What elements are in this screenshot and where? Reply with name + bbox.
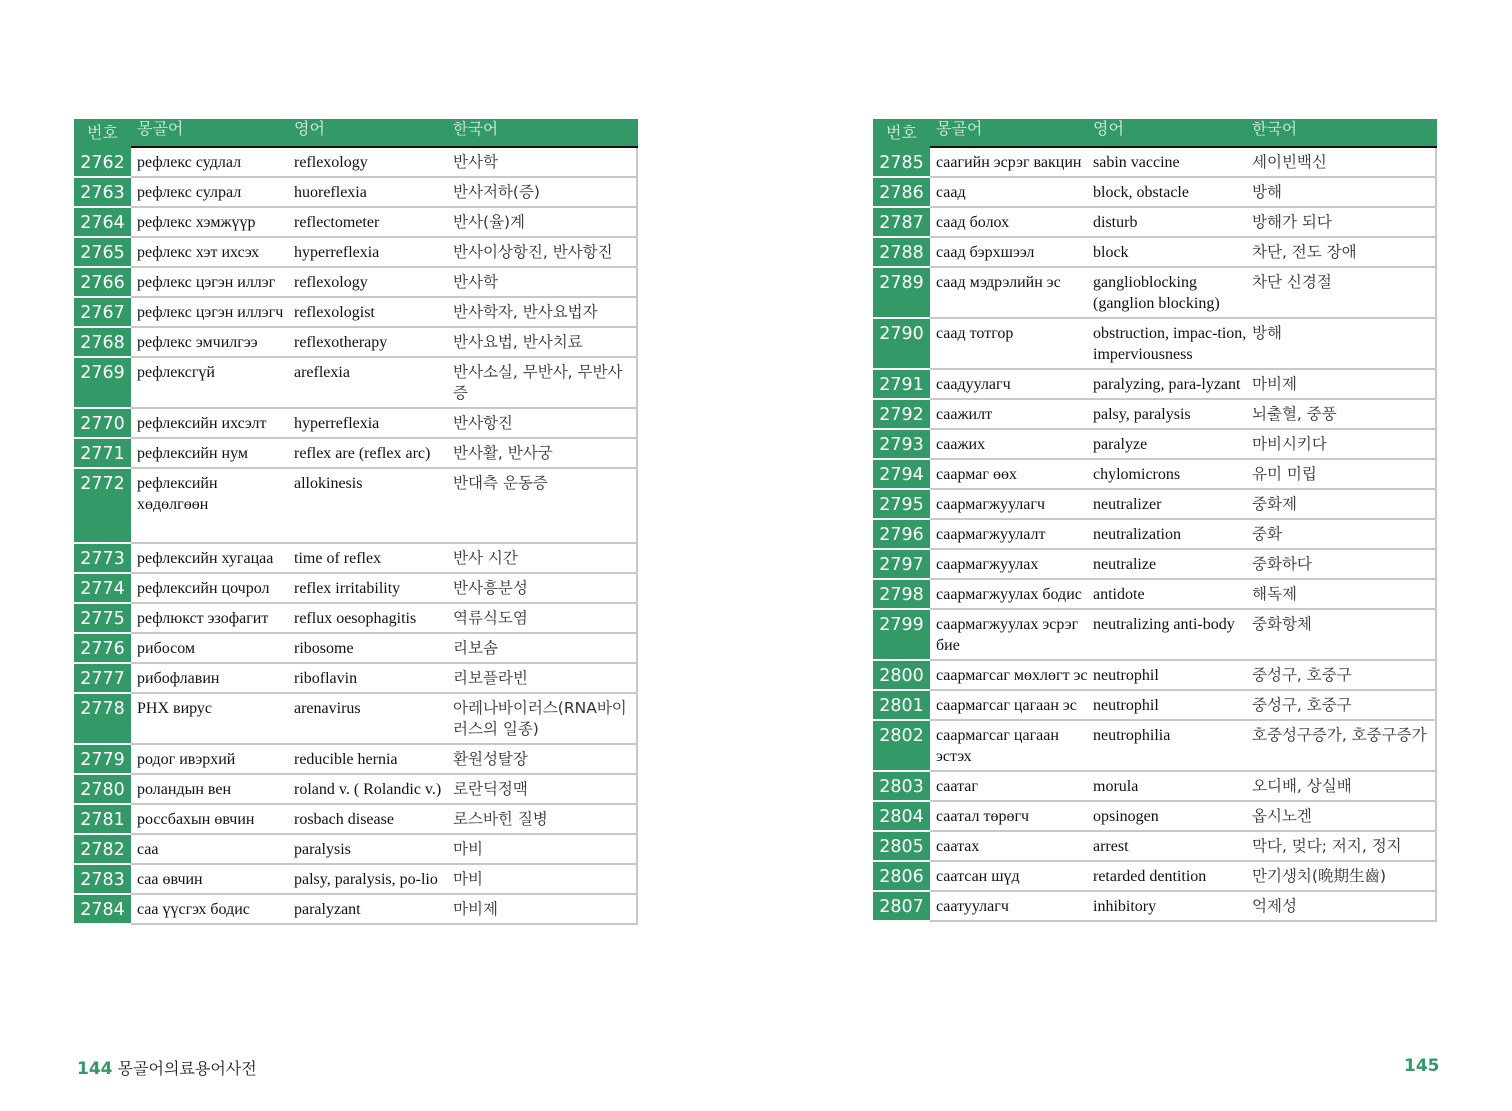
korean-term: 옵시노겐: [1252, 807, 1312, 825]
entry-number: 2767: [74, 298, 131, 328]
english-term: hyperreflexia: [294, 244, 380, 261]
entry-number: 2789: [873, 268, 930, 319]
footer-left: [77, 1056, 257, 1079]
table-row: [873, 580, 1437, 610]
header-english: 영어: [294, 121, 325, 138]
header-english: 영어: [1093, 121, 1124, 138]
mongolian-term: РНХ вирус: [137, 700, 213, 717]
entry-number: 2774: [74, 574, 131, 604]
english-term: paralyzant: [294, 901, 361, 918]
korean-term: 방해가 되다: [1252, 213, 1332, 231]
korean-term: 중성구, 호중구: [1252, 666, 1352, 684]
mongolian-term: саатаг: [936, 778, 978, 795]
table-row: [74, 664, 638, 694]
english-term: neutralize: [1093, 556, 1157, 573]
table-header: [873, 119, 1437, 148]
table-row: [873, 268, 1437, 319]
mongolian-term: саад бэрхшээл: [936, 244, 1035, 261]
mongolian-term: саармагжуулах эсрэг бие: [936, 616, 1079, 654]
entry-number: 2796: [873, 520, 930, 550]
korean-term: 중화: [1252, 525, 1282, 543]
entry-number: 2805: [873, 832, 930, 862]
english-term: inhibitory: [1093, 898, 1157, 915]
english-term: hyperreflexia: [294, 415, 380, 432]
english-term: reflex are (reflex arc): [294, 445, 431, 462]
english-term: reflexotherapy: [294, 334, 388, 351]
korean-term: 막다, 멎다; 저지, 정지: [1252, 837, 1402, 855]
english-term: disturb: [1093, 214, 1138, 231]
entry-number: 2781: [74, 805, 131, 835]
table-row: [74, 895, 638, 925]
english-term: palsy, paralysis, po-lio: [294, 871, 438, 888]
entry-number: 2804: [873, 802, 930, 832]
table-row: [873, 178, 1437, 208]
entry-number: 2788: [873, 238, 930, 268]
mongolian-term: родог ивэрхий: [137, 751, 236, 768]
entry-number: 2783: [74, 865, 131, 895]
entry-number: 2803: [873, 772, 930, 802]
english-term: roland v. ( Rolandic v.): [294, 781, 442, 798]
korean-term: 반사학자, 반사요법자: [453, 303, 598, 321]
korean-term: 중화항체: [1252, 615, 1312, 633]
header-korean: 한국어: [1252, 120, 1297, 138]
mongolian-term: роландын вен: [137, 781, 232, 798]
english-term: arenavirus: [294, 700, 361, 717]
table-row: [873, 691, 1437, 721]
table-row: [873, 370, 1437, 400]
mongolian-term: саад болох: [936, 214, 1010, 231]
korean-term: 반사요법, 반사치료: [453, 333, 583, 351]
entry-number: 2782: [74, 835, 131, 865]
table-row: [873, 802, 1437, 832]
entry-number: 2787: [873, 208, 930, 238]
mongolian-term: саармагжуулах бодис: [936, 586, 1082, 603]
korean-term: 반대측 운동증: [453, 474, 548, 492]
mongolian-term: саажилт: [936, 406, 993, 423]
mongolian-term: саа үүсгэх бодис: [137, 901, 250, 918]
table-row: [74, 439, 638, 469]
entry-number: 2766: [74, 268, 131, 298]
english-term: ribosome: [294, 640, 354, 657]
table-body: [873, 148, 1437, 922]
table-row: [873, 862, 1437, 892]
english-term: areflexia: [294, 364, 350, 381]
english-term: neutrophil: [1093, 697, 1159, 714]
entry-number: 2797: [873, 550, 930, 580]
table-row: [74, 865, 638, 895]
mongolian-term: саармагжуулагч: [936, 496, 1045, 513]
table-row: [74, 544, 638, 574]
english-term: neutrophilia: [1093, 727, 1171, 744]
mongolian-term: саармагсаг мөхлөгт эс: [936, 667, 1088, 684]
table-row: [74, 694, 638, 745]
mongolian-term: рефлекс цэгэн иллэг: [137, 274, 276, 291]
korean-term: 반사소실, 무반사, 무반사증: [453, 363, 623, 402]
header-korean: 한국어: [453, 120, 498, 138]
table-row: [873, 832, 1437, 862]
entry-number: 2765: [74, 238, 131, 268]
english-term: morula: [1093, 778, 1139, 795]
english-term: reflux oesophagitis: [294, 610, 417, 627]
entry-number: 2790: [873, 319, 930, 370]
english-term: neutralization: [1093, 526, 1181, 543]
korean-term: 해독제: [1252, 585, 1297, 603]
mongolian-term: саадуулагч: [936, 376, 1011, 393]
table-row: [873, 400, 1437, 430]
korean-term: 역류식도염: [453, 609, 528, 627]
english-term: paralysis: [294, 841, 351, 858]
korean-term: 마비제: [453, 900, 498, 918]
korean-term: 세이빈백신: [1252, 153, 1327, 171]
korean-term: 리보솜: [453, 639, 498, 657]
korean-term: 오디배, 상실배: [1252, 777, 1352, 795]
mongolian-term: россбахын өвчин: [137, 811, 255, 828]
table-row: [74, 148, 638, 178]
english-term: allokinesis: [294, 475, 363, 492]
entry-number: 2772: [74, 469, 131, 544]
table-header: [74, 119, 638, 148]
mongolian-term: саатал төрөгч: [936, 808, 1030, 825]
table-row: [74, 775, 638, 805]
mongolian-term: саармагсаг цагаан эстэх: [936, 727, 1059, 765]
entry-number: 2802: [873, 721, 930, 772]
korean-term: 리보플라빈: [453, 669, 528, 687]
mongolian-term: саад: [936, 184, 966, 201]
korean-term: 마비시키다: [1252, 435, 1327, 453]
entry-number: 2791: [873, 370, 930, 400]
mongolian-term: рефлексийн ихсэлт: [137, 415, 267, 432]
entry-number: 2778: [74, 694, 131, 745]
mongolian-term: саагийн эсрэг вакцин: [936, 154, 1082, 171]
mongolian-term: рефлексгүй: [137, 364, 215, 381]
english-term: palsy, paralysis: [1093, 406, 1191, 423]
entry-number: 2773: [74, 544, 131, 574]
english-term: neutrophil: [1093, 667, 1159, 684]
mongolian-term: рефлексийн хөдөлгөөн: [137, 475, 218, 513]
entry-number: 2798: [873, 580, 930, 610]
mongolian-term: саад тотгор: [936, 325, 1014, 342]
korean-term: 반사활, 반사궁: [453, 444, 553, 462]
entry-number: 2785: [873, 148, 930, 178]
entry-number: 2794: [873, 460, 930, 490]
entry-number: 2771: [74, 439, 131, 469]
entry-number: 2763: [74, 178, 131, 208]
mongolian-term: саармаг өөх: [936, 466, 1017, 483]
english-term: arrest: [1093, 838, 1129, 855]
entry-number: 2800: [873, 661, 930, 691]
entry-number: 2784: [74, 895, 131, 925]
korean-term: 반사항진: [453, 414, 513, 432]
korean-term: 아레나바이러스(RNA바이러스의 일종): [453, 699, 627, 738]
header-number: 번호: [886, 123, 917, 142]
table-row: [873, 721, 1437, 772]
table-row: [873, 610, 1437, 661]
english-term: opsinogen: [1093, 808, 1159, 825]
english-term: ganglioblocking (ganglion blocking): [1093, 274, 1220, 312]
header-mongolian: 몽골어: [936, 121, 983, 138]
entry-number: 2770: [74, 409, 131, 439]
english-term: reflectometer: [294, 214, 380, 231]
korean-term: 마비: [453, 870, 483, 888]
korean-term: 반사(율)계: [453, 213, 525, 231]
english-term: obstruction, impac-tion, imperviousness: [1093, 325, 1247, 363]
mongolian-term: рефлекс цэгэн иллэгч: [137, 304, 284, 321]
table-row: [873, 661, 1437, 691]
table-row: [74, 835, 638, 865]
mongolian-term: рефлексийн хугацаа: [137, 550, 274, 567]
table-row: [873, 319, 1437, 370]
entry-number: 2776: [74, 634, 131, 664]
entry-number: 2764: [74, 208, 131, 238]
table-row: [74, 208, 638, 238]
english-term: paralyzing, para-lyzant: [1093, 376, 1241, 393]
english-term: rosbach disease: [294, 811, 394, 828]
english-term: time of reflex: [294, 550, 382, 567]
entry-number: 2795: [873, 490, 930, 520]
entry-number: 2780: [74, 775, 131, 805]
table-row: [74, 238, 638, 268]
mongolian-term: саатсан шүд: [936, 868, 1020, 885]
korean-term: 중화제: [1252, 495, 1297, 513]
table-row: [74, 358, 638, 409]
table-row: [74, 178, 638, 208]
table-row: [74, 604, 638, 634]
entry-number: 2806: [873, 862, 930, 892]
mongolian-term: саармагсаг цагаан эс: [936, 697, 1077, 714]
entry-number: 2807: [873, 892, 930, 922]
table-row: [74, 634, 638, 664]
english-term: riboflavin: [294, 670, 358, 687]
korean-term: 뇌출혈, 중풍: [1252, 405, 1337, 423]
page-number-left: 144: [77, 1059, 113, 1079]
dictionary-table-right: [873, 119, 1437, 922]
korean-term: 중성구, 호중구: [1252, 696, 1352, 714]
korean-term: 억제성: [1252, 897, 1297, 915]
english-term: reflexology: [294, 274, 368, 291]
english-term: neutralizing anti-body: [1093, 616, 1235, 633]
mongolian-term: рефлекс эмчилгээ: [137, 334, 258, 351]
table-row: [74, 745, 638, 775]
entry-number: 2779: [74, 745, 131, 775]
korean-term: 반사학: [453, 153, 498, 171]
korean-term: 호중성구증가, 호중구증가: [1252, 726, 1427, 744]
mongolian-term: саажих: [936, 436, 986, 453]
english-term: retarded dentition: [1093, 868, 1207, 885]
entry-number: 2801: [873, 691, 930, 721]
korean-term: 반사저하(증): [453, 183, 540, 201]
table-row: [873, 238, 1437, 268]
table-row: [873, 460, 1437, 490]
entry-number: 2793: [873, 430, 930, 460]
mongolian-term: рефлексийн цочрол: [137, 580, 270, 597]
korean-term: 방해: [1252, 324, 1282, 342]
korean-term: 방해: [1252, 183, 1282, 201]
korean-term: 로스바힌 질병: [453, 810, 548, 828]
entry-number: 2786: [873, 178, 930, 208]
english-term: paralyze: [1093, 436, 1148, 453]
english-term: reflexologist: [294, 304, 375, 321]
mongolian-term: рефлекс хэт ихсэх: [137, 244, 260, 261]
entry-number: 2768: [74, 328, 131, 358]
header-mongolian: 몽골어: [137, 121, 184, 138]
english-term: block, obstacle: [1093, 184, 1189, 201]
english-term: sabin vaccine: [1093, 154, 1180, 171]
table-row: [873, 892, 1437, 922]
page-number-right: 145: [1404, 1056, 1440, 1076]
table-row: [74, 574, 638, 604]
mongolian-term: рефлекс судлал: [137, 154, 242, 171]
korean-term: 차단, 전도 장애: [1252, 243, 1357, 261]
mongolian-term: рибосом: [137, 640, 196, 657]
entry-number: 2762: [74, 148, 131, 178]
english-term: chylomicrons: [1093, 466, 1181, 483]
table-row: [74, 805, 638, 835]
mongolian-term: саармагжуулах: [936, 556, 1039, 573]
table-row: [74, 298, 638, 328]
table-row: [74, 469, 638, 544]
english-term: reflexology: [294, 154, 368, 171]
table-row: [873, 208, 1437, 238]
table-body: [74, 148, 638, 925]
mongolian-term: рибофлавин: [137, 670, 220, 687]
korean-term: 환원성탈장: [453, 750, 528, 768]
table-row: [873, 520, 1437, 550]
english-term: reflex irritability: [294, 580, 401, 597]
table-row: [74, 409, 638, 439]
table-row: [74, 268, 638, 298]
entry-number: 2777: [74, 664, 131, 694]
table-row: [873, 430, 1437, 460]
english-term: reducible hernia: [294, 751, 398, 768]
table-row: [873, 772, 1437, 802]
korean-term: 반사학: [453, 273, 498, 291]
korean-term: 마비: [453, 840, 483, 858]
english-term: neutralizer: [1093, 496, 1162, 513]
mongolian-term: саа: [137, 841, 159, 858]
korean-term: 중화하다: [1252, 555, 1312, 573]
book-title: 몽골어의료용어사전: [117, 1059, 257, 1078]
korean-term: 반사흥분성: [453, 579, 528, 597]
table-row: [873, 550, 1437, 580]
mongolian-term: рефлекс сулрал: [137, 184, 242, 201]
english-term: antidote: [1093, 586, 1145, 603]
header-number: 번호: [87, 123, 118, 142]
mongolian-term: рефлексийн нум: [137, 445, 248, 462]
dictionary-table-left: [74, 119, 638, 925]
korean-term: 로란딕정맥: [453, 780, 528, 798]
entry-number: 2799: [873, 610, 930, 661]
table-row: [74, 328, 638, 358]
mongolian-term: рефлюкст эзофагит: [137, 610, 269, 627]
mongolian-term: рефлекс хэмжүүр: [137, 214, 256, 231]
korean-term: 유미 미립: [1252, 465, 1317, 483]
english-term: huoreflexia: [294, 184, 367, 201]
mongolian-term: саатуулагч: [936, 898, 1009, 915]
entry-number: 2775: [74, 604, 131, 634]
korean-term: 차단 신경절: [1252, 273, 1332, 291]
english-term: block: [1093, 244, 1129, 261]
table-row: [873, 148, 1437, 178]
korean-term: 반사이상항진, 반사항진: [453, 243, 613, 261]
korean-term: 마비제: [1252, 375, 1297, 393]
mongolian-term: саармагжуулалт: [936, 526, 1046, 543]
mongolian-term: саад мэдрэлийн эс: [936, 274, 1061, 291]
korean-term: 만기생치(晩期生齒): [1252, 867, 1386, 885]
entry-number: 2792: [873, 400, 930, 430]
mongolian-term: саатах: [936, 838, 980, 855]
mongolian-term: саа өвчин: [137, 871, 203, 888]
entry-number: 2769: [74, 358, 131, 409]
korean-term: 반사 시간: [453, 549, 518, 567]
table-row: [873, 490, 1437, 520]
